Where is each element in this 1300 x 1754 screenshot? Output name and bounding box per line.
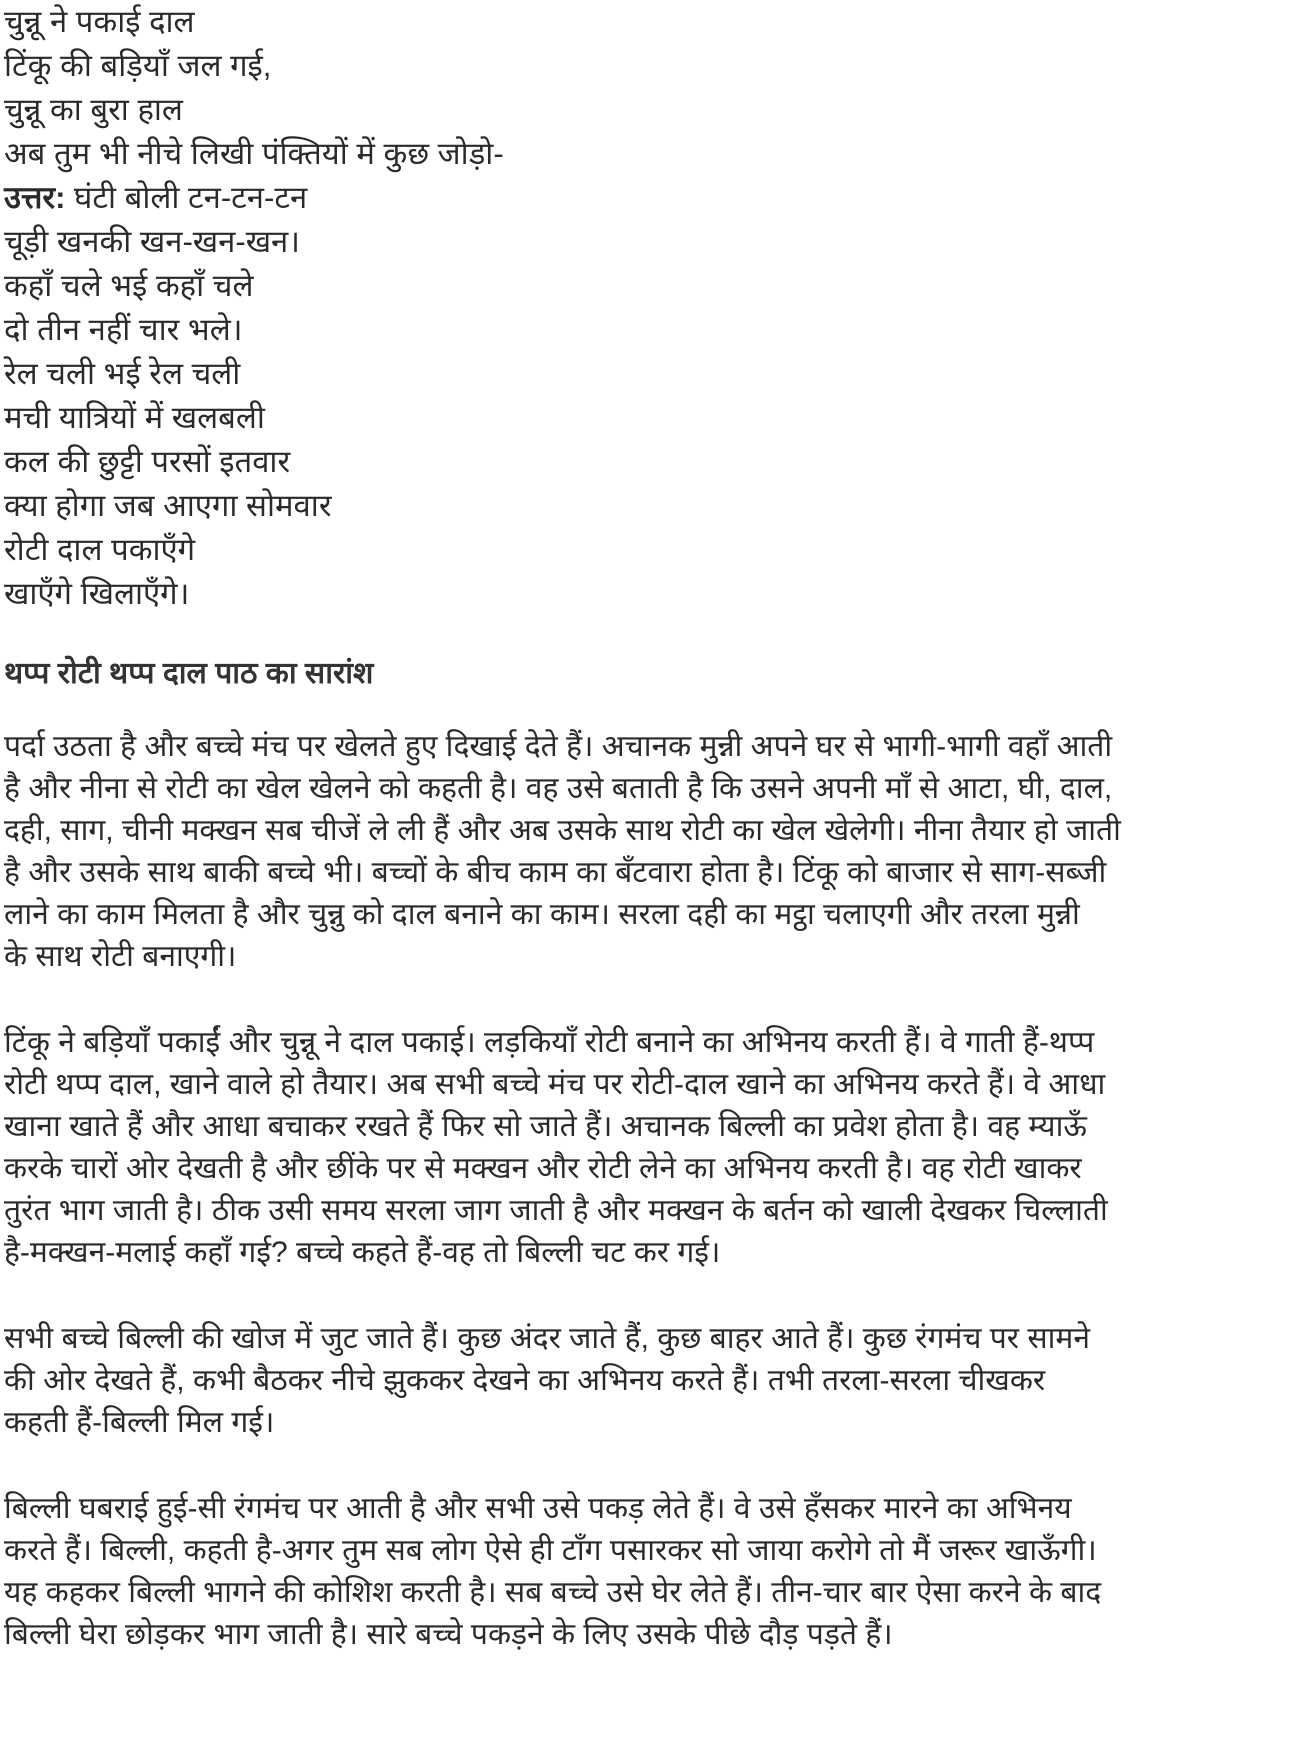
paragraph-line: की ओर देखते हैं, कभी बैठकर नीचे झुककर देखने का अभिनय करते हैं। तभी तरला-सरला चीखकर (4, 1364, 1046, 1397)
paragraph-line: बिल्ली घबराई हुई-सी रंगमंच पर आती है और सभी उसे पकड़ लेते हैं। वे उसे हँसकर मारने का अभिनय (4, 1492, 1072, 1525)
answer-label: उत्तर: (4, 180, 66, 215)
paragraph-line: तुरंत भाग जाती है। ठीक उसी समय सरला जाग जाती है और मक्खन के बर्तन को खाली देखकर चिल्लाती (4, 1194, 1108, 1227)
poem-instruction: अब तुम भी नीचे लिखी पंक्तियों में कुछ जोड़ो- (4, 136, 504, 171)
paragraph-line: है-मक्खन-मलाई कहाँ गई? बच्चे कहते हैं-वह तो बिल्ली चट कर गई। (4, 1236, 721, 1269)
paragraph-line: के साथ रोटी बनाएगी। (4, 940, 237, 973)
paragraph-line: बिल्ली घेरा छोड़कर भाग जाती है। सारे बच्चे पकड़ने के लिए उसके पीछे दौड़ पड़ते हैं। (4, 1618, 893, 1651)
summary-body (4, 726, 1300, 1656)
paragraph-line: करके चारों ओर देखती है और छींके पर से मक्खन और रोटी लेने का अभिनय करती है। वह रोटी खाकर (4, 1152, 1082, 1185)
paragraph-line: रोटी थप्प दाल, खाने वाले हो तैयार। अब सभी बच्चे मंच पर रोटी-दाल खाने का अभिनय करते हैं। वे आधा (4, 1068, 1106, 1101)
summary-heading: थप्प रोटी थप्प दाल पाठ का सारांश (4, 657, 374, 690)
poem (4, 0, 1300, 616)
poem-line: चुन्नू ने पकाई दाल (4, 4, 195, 39)
poem-line: चुन्नू का बुरा हाल (4, 92, 183, 127)
answer-line: मची यात्रियों में खलबली (4, 400, 265, 435)
answer-text: घंटी बोली टन-टन-टन (65, 180, 308, 215)
poem-line: टिंकू की बड़ियाँ जल गई, (4, 48, 272, 83)
answer-line: कहाँ चले भई कहाँ चले (4, 268, 254, 303)
summary-paragraph (4, 1488, 1300, 1656)
paragraph-line: दही, साग, चीनी मक्खन सब चीजें ले ली हैं और अब उसके साथ रोटी का खेल खेलेगी। नीना तैयार हो जाती (4, 814, 1121, 847)
answer-line: चूड़ी खनकी खन-खन-खन। (4, 224, 301, 259)
answer-line: कल की छुट्टी परसों इतवार (4, 444, 291, 479)
summary-paragraph (4, 1022, 1300, 1274)
answer-line: क्या होगा जब आएगा सोमवार (4, 488, 332, 523)
paragraph-line: है और उसके साथ बाकी बच्चे भी। बच्चों के बीच काम का बँटवारा होता है। टिंकू को बाजार से साग-सब्जी (4, 856, 1107, 889)
paragraph-line: लाने का काम मिलता है और चुन्नु को दाल बनाने का काम। सरला दही का मट्ठा चलाएगी और तरला मुन्नी (4, 898, 1080, 931)
summary-paragraph (4, 726, 1300, 978)
paragraph-line: सभी बच्चे बिल्ली की खोज में जुट जाते हैं। कुछ अंदर जाते हैं, कुछ बाहर आते हैं। कुछ रंगमंच पर सामने (4, 1322, 1090, 1355)
answer-line: खाएँगे खिलाएँगे। (4, 576, 190, 611)
answer-line: दो तीन नहीं चार भले। (4, 312, 243, 347)
answer-line (4, 176, 1300, 220)
paragraph-line: टिंकू ने बड़ियाँ पकाईं और चुन्नू ने दाल पकाई। लड़कियाँ रोटी बनाने का अभिनय करती हैं। वे गाती हैं-थप्प (4, 1026, 1095, 1059)
summary-paragraph (4, 1318, 1300, 1444)
paragraph-line: कहती हैं-बिल्ली मिल गई। (4, 1406, 275, 1439)
paragraph-line: खाना खाते हैं और आधा बचाकर रखते हैं फिर सो जाते हैं। अचानक बिल्ली का प्रवेश होता है। वह म्याऊँ (4, 1110, 1087, 1143)
answer-line: रोटी दाल पकाएँगे (4, 532, 196, 567)
answer-line: रेल चली भई रेल चली (4, 356, 241, 391)
paragraph-line: यह कहकर बिल्ली भागने की कोशिश करती है। सब बच्चे उसे घेर लेते हैं। तीन-चार बार ऐसा करने के बाद (4, 1576, 1102, 1609)
paragraph-line: पर्दा उठता है और बच्चे मंच पर खेलते हुए दिखाई देते हैं। अचानक मुन्नी अपने घर से भागी-भागी वहाँ आती (4, 730, 1113, 763)
paragraph-line: करते हैं। बिल्ली, कहती है-अगर तुम सब लोग ऐसे ही टाँग पसारकर सो जाया करोगे तो मैं जरूर खाऊँगी। (4, 1534, 1097, 1567)
paragraph-line: है और नीना से रोटी का खेल खेलने को कहती है। वह उसे बताती है कि उसने अपनी माँ से आटा, घी, दाल, (4, 772, 1113, 805)
